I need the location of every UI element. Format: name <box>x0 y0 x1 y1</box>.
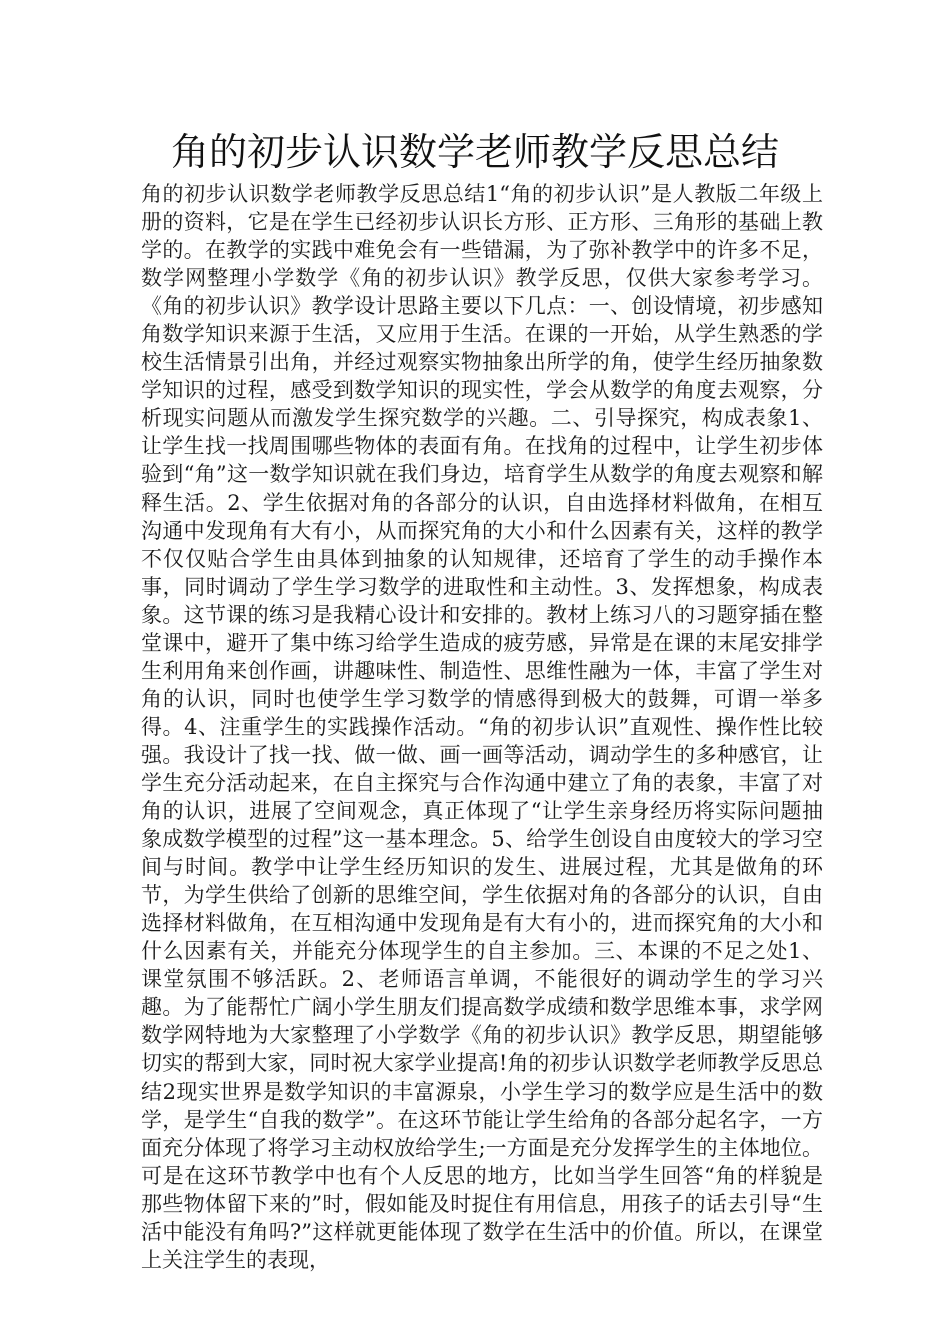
document-title: 角的初步认识数学老师教学反思总结 <box>170 130 779 174</box>
document-body-text: 角的初步认识数学老师教学反思总结1“角的初步认识”是人教版二年级上册的资料，它是在学生已经初步认识长方形、正方形、三角形的基础上教学的。在教学的实践中难免会有一些错漏，为了弥补教学中的许多不足，数学网整理小学数学《角的初步认识》教学反思，仅供大家参考学习。《角的初步认识》教学设计思路主要以下几点：一、创设情境，初步感知角数学知识来源于生活，又应用于生活。在课的一开始，从学生熟悉的学校生活情景引出角，并经过观察实物抽象出所学的角，使学生经历抽象数学知识的过程，感受到数学知识的现实性，学会从数学的角度去观察，分析现实问题从而激发学生探究数学的兴趣。二、引导探究，构成表象1、让学生找一找周围哪些物体的表面有角。在找角的过程中，让学生初步体验到“角”这一数学知识就在我们身边，培育学生从数学的角度去观察和解释生活。2、学生依据对角的各部分的认识，自由选择材料做角，在相互沟通中发现角有大有小，从而探究角的大小和什么因素有关，这样的教学不仅仅贴合学生由具体到抽象的认知规律，还培育了学生的动手操作本事，同时调动了学生学习数学的进取性和主动性。3、发挥想象，构成表象。这节课的练习是我精心设计和安排的。教材上练习八的习题穿插在整堂课中，避开了集中练习给学生造成的疲劳感，异常是在课的末尾安排学生利用角来创作画，讲趣味性、制造性、思维性融为一体，丰富了学生对角的认识，同时也使学生学习数学的情感得到极大的鼓舞，可谓一举多得。4、注重学生的实践操作活动。“角的初步认识”直观性、操作性比较强。我设计了找一找、做一做、画一画等活动，调动学生的多种感官，让学生充分活动起来，在自主探究与合作沟通中建立了角的表象，丰富了对角的认识，进展了空间观念，真正体现了“让学生亲身经历将实际问题抽象成数学模型的过程”这一基本理念。5、给学生创设自由度较大的学习空间与时间。教学中让学生经历知识的发生、进展过程，尤其是做角的环节，为学生供给了创新的思维空间，学生依据对角的各部分的认识，自由选择材料做角，在互相沟通中发现角是有大有小的，进而探究角的大小和什么因素有关，并能充分体现学生的自主参加。三、本课的不足之处1、课堂氛围不够活跃。2、老师语言单调，不能很好的调动学生的学习兴趣。为了能帮忙广阔小学生朋友们提高数学成绩和数学思维本事，求学网数学网特地为大家整理了小学数学《角的初步认识》教学反思，期望能够切实的帮到大家，同时祝大家学业提高!角的初步认识数学老师教学反思总结2现实世界是数学知识的丰富源泉，小学生学习的数学应是生活中的数学，是学生“自我的数学”。在这环节能让学生给角的各部分起名字，一方面充分体现了将学习主动权放给学生;一方面是充分发挥学生的主体地位。可是在这环节教学中也有个人反思的地方，比如当学生回答“角的样貌是那些物体留下来的”时，假如能及时捉住有用信息，用孩子的话去引导“生活中能没有角吗?”这样就更能体现了数学在生活中的价值。所以，在课堂上关注学生的表现， <box>141 182 823 1272</box>
